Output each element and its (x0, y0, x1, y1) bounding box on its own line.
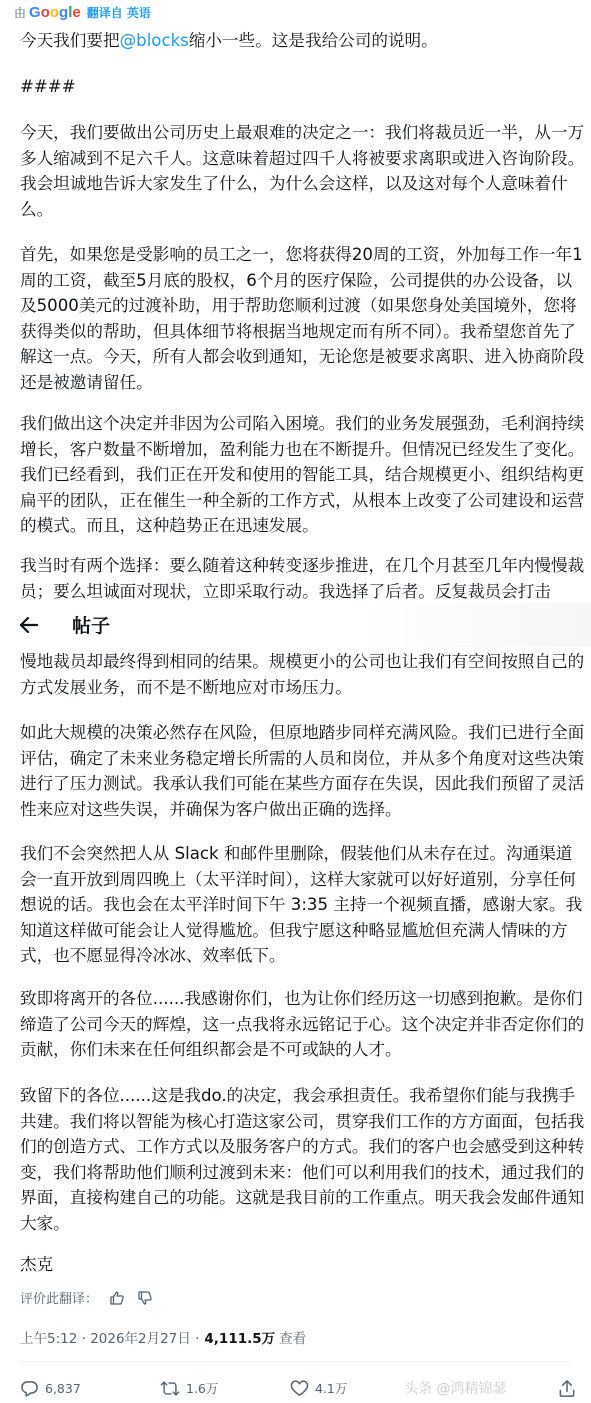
signature-text: 杰克 (20, 1255, 54, 1274)
paragraph-text: 如此大规模的决策必然存在风险，但原地踏步同样充满风险。我们已进行全面评估，确定了未来业务稳定增长所需的人员和岗位，并从多个角度对这些决策进行了压力测试。我承认我们可能在某些方面存在失误，因此我们预留了灵活性来应对这些失误，并确保为客户做出正确的选择。 (20, 723, 585, 819)
post-paragraph-1 (20, 120, 585, 222)
post-paragraph-7 (20, 986, 585, 1063)
post-separator (20, 74, 585, 100)
like-button[interactable] (290, 1379, 347, 1397)
paragraph-text: 今天，我们要做出公司历史上最艰难的决定之一：我们将裁员近一半，从一万多人缩减到不足六千人。这意味着超过四千人将被要求离职或进入咨询阶段。我会坦诚地告诉大家发生了什么，为什么会这样，以及这对每个人意味着什么。 (20, 123, 585, 219)
view-count: 4,111.5万 (204, 1331, 276, 1347)
reply-button[interactable] (20, 1379, 81, 1398)
post-paragraph-8 (20, 1083, 585, 1236)
post-paragraph-3 (20, 411, 585, 539)
divider (20, 1361, 571, 1362)
paragraph-text: 致即将离开的各位......我感谢你们，也为让你们经历这一切感到抱歉。是你们缔造了公司今天的辉煌，这一点我将永远铭记于心。这个决定并非否定你们的贡献，你们未来在任何组织都会是不可或缺的人才。 (20, 989, 585, 1059)
back-button[interactable] (14, 615, 44, 635)
page-title: 帖子 (72, 615, 111, 637)
google-logo: Google (29, 3, 81, 21)
paragraph-text: 致留下的各位......这是我do.的决定，我会承担责任。我希望你们能与我携手共建。我们将以智能为核心打造这家公司，贯穿我们工作的方方面面，包括我们的创造方式、工作方式以及服务客户的方式。我们的客户也会感受到这种转变，我们将帮助他们顺利过渡到未来：他们可以利用我们的技术，通过我们的界面，直接构建自己的功能。这就是我目前的工作重点。明天我会发邮件通知大家。 (20, 1086, 585, 1233)
post-paragraph-4 (20, 553, 585, 604)
post-meta (20, 1327, 306, 1347)
paragraph-text: 我当时有两个选择：要么随着这种转变逐步推进，在几个月甚至几年内慢慢裁员；要么坦诚面对现状，立即采取行动。我选择了后者。反复裁员会打击 (20, 556, 585, 601)
reply-count: 6,837 (45, 1380, 81, 1396)
post-signature (20, 1252, 585, 1278)
arrow-left-icon (19, 616, 39, 634)
header-fade (361, 603, 591, 647)
paragraph-text: 我们做出这个决定并非因为公司陷入困境。我们的业务发展强劲，毛利润持续增长，客户数量不断增加，盈利能力也在不断提升。但情况已经发生了变化。我们已经看到，我们正在开发和使用的智能工具，结合规模更小、组织结构更扁平的团队，正在催生一种全新的工作方式，从根本上改变了公司建设和运营的模式。而且，这种趋势正在迅速发展。 (20, 414, 585, 535)
post-paragraph-5 (20, 720, 585, 822)
post-paragraph-4-continued (20, 649, 585, 700)
thumbs-down-icon[interactable] (136, 1289, 154, 1307)
repost-count: 1.6万 (186, 1381, 219, 1396)
translation-attribution (14, 2, 151, 22)
translation-prefix: 由 (14, 5, 27, 20)
watermark: 头条 @鸿精锦瑟 (404, 1381, 507, 1397)
view-count-label: 查看 (279, 1331, 307, 1347)
post-timestamp[interactable]: 上午5:12 · 2026年2月27日 · (20, 1331, 200, 1347)
paragraph-text: 慢地裁员却最终得到相同的结果。规模更小的公司也让我们有空间按照自己的方式发展业务，而不是不断地应对市场压力。 (20, 652, 585, 697)
rate-translation-label: 评价此翻译： (20, 1292, 99, 1307)
mention-link[interactable]: @blocks (119, 31, 189, 50)
share-icon (558, 1379, 576, 1398)
intro-text-before: 今天我们要把 (20, 31, 120, 50)
repost-button[interactable] (160, 1379, 218, 1398)
intro-text-after: 缩小一些。这是我给公司的说明。 (188, 31, 438, 50)
thumbs-up-icon[interactable] (108, 1289, 126, 1307)
repost-icon (160, 1379, 180, 1398)
rate-translation (20, 1288, 154, 1307)
reply-icon (20, 1379, 39, 1398)
post-paragraph-6 (20, 841, 585, 969)
translated-from-link[interactable]: 翻译自 英语 (86, 5, 151, 20)
post-paragraph-2 (20, 242, 585, 395)
share-button[interactable] (558, 1379, 576, 1398)
like-count: 4.1万 (315, 1381, 348, 1396)
heart-icon (290, 1379, 309, 1397)
sticky-header (0, 603, 591, 647)
post-intro (20, 28, 585, 54)
paragraph-text: 我们不会突然把人从 Slack 和邮件里删除，假装他们从未存在过。沟通渠道会一直开放到周四晚上（太平洋时间），这样大家就可以好好道别，分享任何想说的话。我也会在太平洋时间下午 3:35 主持一个视频直播，感谢大家。我知道这样做可能会让人觉得尴尬。但我宁愿这种略显尴尬但充满人情味的方式，也不愿显得冷冰冰、效率低下。 (20, 844, 583, 965)
separator-text: #### (20, 77, 76, 96)
paragraph-text: 首先，如果您是受影响的员工之一，您将获得20周的工资，外加每工作一年1周的工资，截至5月底的股权，6个月的医疗保险，公司提供的办公设备，以及5000美元的过渡补助，用于帮助您顺利过渡（如果您身处美国境外，您将获得类似的帮助，但具体细节将根据当地规定而有所不同）。我希望您首先了解这一点。今天，所有人都会收到通知，无论您是被要求离职、进入协商阶段还是被邀请留任。 (20, 245, 585, 392)
